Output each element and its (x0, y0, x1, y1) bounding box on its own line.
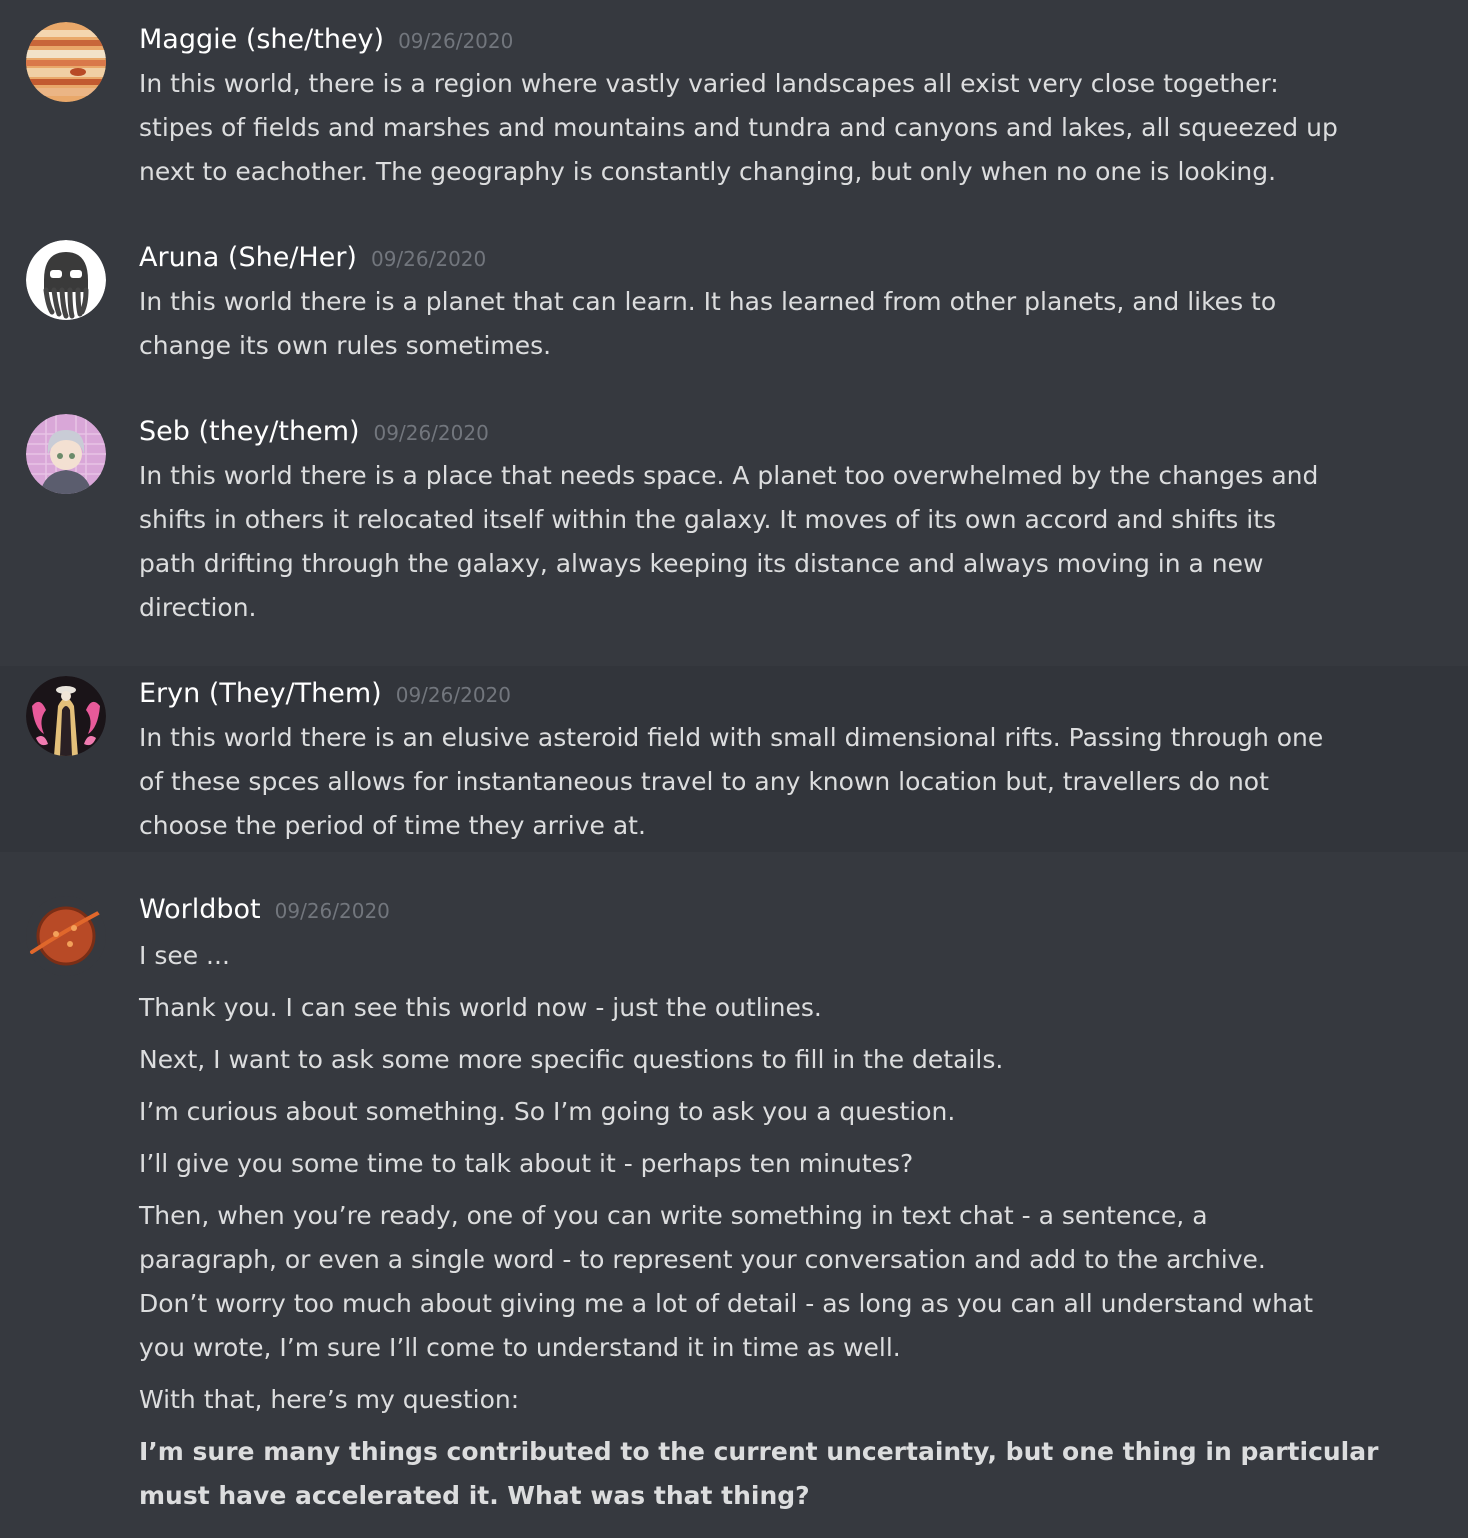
timestamp: 09/26/2020 (398, 29, 514, 53)
message-worldbot (0, 852, 1468, 1538)
avatar[interactable] (26, 22, 106, 102)
username[interactable]: Seb (they/them) (139, 416, 360, 447)
message-line: change its own rules sometimes. (139, 331, 552, 360)
message-line: choose the period of time they arrive at. (139, 811, 646, 840)
message-line: Next, I want to ask some more specific questions to fill in the details. (139, 1045, 1004, 1074)
message-line: paragraph, or even a single word - to represent your conversation and add to the archive. (139, 1245, 1266, 1274)
message-seb (0, 386, 1468, 666)
username[interactable]: Eryn (They/Them) (139, 678, 382, 709)
message-line: path drifting through the galaxy, always keeping its distance and always moving in a new (139, 549, 1264, 578)
message-line: must have accelerated it. What was that thing? (139, 1481, 810, 1510)
message-line: I see ... (139, 941, 230, 970)
avatar[interactable] (26, 240, 106, 320)
timestamp: 09/26/2020 (370, 247, 487, 271)
timestamp: 09/26/2020 (395, 683, 511, 707)
avatar[interactable] (26, 896, 106, 976)
message-line: I’m sure many things contributed to the current uncertainty, but one thing in particular (139, 1437, 1379, 1466)
message-text (139, 62, 1429, 194)
message-line: In this world there is a place that needs space. A planet too overwhelmed by the changes and (139, 461, 1319, 490)
question-text (139, 1430, 1429, 1518)
message-line: With that, here’s my question: (139, 1385, 520, 1414)
message-text (139, 280, 1429, 368)
message-text (139, 716, 1429, 848)
message-maggie (0, 0, 1468, 212)
message-line: stipes of fields and marshes and mountains and tundra and canyons and lakes, all squeezed up (139, 113, 1338, 142)
message-text (139, 1090, 1429, 1134)
message-line: In this world there is a planet that can learn. It has learned from other planets, and likes to (139, 287, 1277, 316)
message-line: shifts in others it relocated itself within the galaxy. It moves of its own accord and shifts its (139, 505, 1277, 534)
anime-character-icon (26, 414, 106, 494)
message-line: direction. (139, 593, 257, 622)
avatar[interactable] (26, 676, 106, 756)
message-line: Then, when you’re ready, one of you can write something in text chat - a sentence, a (139, 1201, 1208, 1230)
timestamp: 09/26/2020 (274, 899, 390, 923)
username[interactable]: Aruna (She/Her) (139, 242, 357, 273)
message-line: In this world, there is a region where vastly varied landscapes all exist very close together: (139, 69, 1279, 98)
robed-figure-icon (26, 676, 106, 756)
message-line: I’m curious about something. So I’m going to ask you a question. (139, 1097, 956, 1126)
message-text (139, 1142, 1429, 1186)
knit-cthulhu-mask-icon (26, 240, 106, 320)
message-text (139, 1378, 1429, 1422)
message-line: of these spces allows for instantaneous travel to any known location but, travellers do not (139, 767, 1269, 796)
username[interactable]: Worldbot (139, 894, 261, 925)
message-eryn (0, 666, 1468, 852)
message-line: Don’t worry too much about giving me a lot of detail - as long as you can all understand what (139, 1289, 1314, 1318)
avatar[interactable] (26, 414, 106, 494)
message-text (139, 986, 1429, 1030)
message-line: you wrote, I’m sure I’ll come to understand it in time as well. (139, 1333, 901, 1362)
message-line: In this world there is an elusive asteroid field with small dimensional rifts. Passing through one (139, 723, 1324, 752)
jupiter-planet-icon (26, 22, 106, 102)
message-text (139, 1194, 1429, 1370)
message-text (139, 454, 1429, 630)
message-text (139, 934, 1429, 978)
message-line: next to eachother. The geography is constantly changing, but only when no one is looking. (139, 157, 1277, 186)
orange-planet-icon (26, 896, 106, 976)
timestamp: 09/26/2020 (373, 421, 489, 445)
username[interactable]: Maggie (she/they) (139, 24, 385, 55)
message-text (139, 1038, 1429, 1082)
message-line: I’ll give you some time to talk about it - perhaps ten minutes? (139, 1149, 914, 1178)
message-line: Thank you. I can see this world now - just the outlines. (139, 993, 822, 1022)
message-aruna (0, 212, 1468, 386)
